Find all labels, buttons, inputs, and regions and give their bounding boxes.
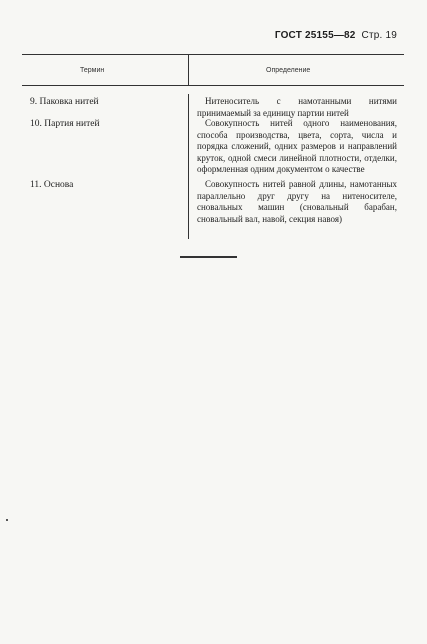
definition-cell: Нитеноситель с намотанными нитями принимаемый за единицу партии нитей: [197, 96, 397, 118]
end-separator: [180, 256, 237, 258]
standard-number: ГОСТ 25155—82: [274, 30, 356, 41]
table-top-border: [22, 54, 404, 55]
page-number: Стр. 19: [361, 30, 397, 41]
term-cell: 11. Основа: [30, 180, 74, 190]
term-cell: 10. Партия нитей: [30, 119, 100, 129]
terms-table: [22, 54, 404, 239]
definition-cell: Совокупность нитей равной длины, намотанных параллельно друг другу на нитеносителе, сновальных машин (сновальный барабан, сновальный вал, навой, секция навоя): [197, 179, 397, 224]
term-cell: 9. Паковка нитей: [30, 97, 99, 107]
definition-cell: Совокупность нитей одного наименования, способа производства, цвета, сорта, числа и порядка сложений, одних размеров и направлений круток, одной смеси линейной плотности, отделки, оформленная одним документом о качестве: [197, 118, 397, 174]
column-header-definition: Определение: [266, 67, 311, 74]
header-column-divider: [188, 54, 189, 85]
column-header-term: Термин: [80, 67, 105, 74]
page-header: [275, 30, 397, 41]
body-column-divider: [188, 94, 189, 239]
scan-speck: [6, 519, 8, 521]
table-header-border: [22, 85, 404, 86]
